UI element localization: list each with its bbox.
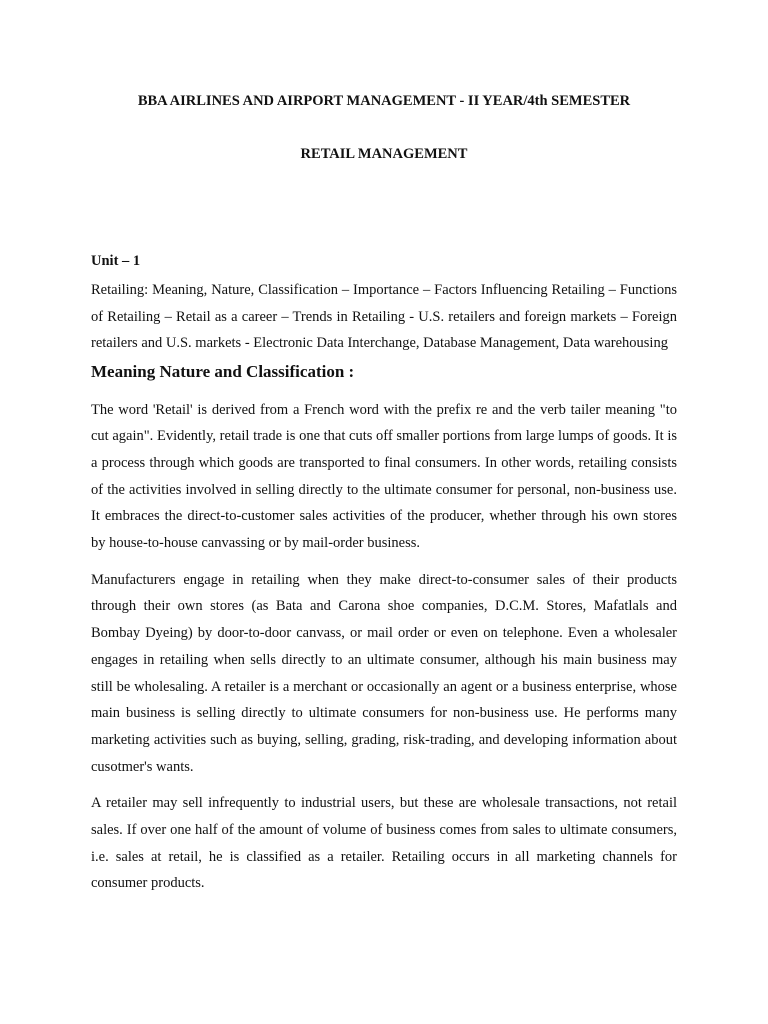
paragraph: A retailer may sell infrequently to industrial users, but these are wholesale transactions, not retail sales. If over one half of the amount of volume of business comes from sales to ultimate consumers, i.e. sales at retail, he is classified as a retailer. Retailing occurs in all marketing channels for consumer products. — [91, 795, 677, 892]
section-heading: Meaning Nature and Classification : — [91, 361, 355, 381]
unit-label: Unit – 1 — [91, 253, 141, 269]
unit-topics: Retailing: Meaning, Nature, Classification – Importance – Factors Influencing Retailing – Functions of Retailing – Retail as a career – Trends in Retailing - U.S. retailers and foreign markets – Foreign retailers and U.S. markets - Electronic Data Interchange, Database Management, Data warehousing — [91, 282, 677, 351]
paragraph: The word 'Retail' is derived from a French word with the prefix re and the verb tailer meaning "to cut again". Evidently, retail trade is one that cuts off smaller portions from large lumps of goods. It is a process through which goods are transported to final consumers. In other words, retailing consists of the activities involved in selling directly to the ultimate consumer for personal, non-business use. It embraces the direct-to-customer sales activities of the producer, whether through his own stores by house-to-house canvassing or by mail-order business. — [91, 401, 677, 552]
course-title: BBA AIRLINES AND AIRPORT MANAGEMENT - II YEAR/4th SEMESTER — [137, 93, 631, 109]
document-body — [91, 252, 677, 907]
subject-title: RETAIL MANAGEMENT — [300, 146, 468, 162]
paragraph: Manufacturers engage in retailing when they make direct-to-consumer sales of their products through their own stores (as Bata and Carona shoe companies, D.C.M. Stores, Mafatlals and Bombay Dyeing) by door-to-door canvass, or mail order or even on telephone. Even a wholesaler engages in retailing when sells directly to an ultimate consumer, although his main business may still be wholesaling. A retailer is a merchant or occasionally an agent or a business enterprise, whose main business is selling directly to ultimate consumers for non-business use. He performs many marketing activities such as buying, selling, grading, risk-trading, and developing information about cusotmer's wants. — [91, 571, 677, 775]
